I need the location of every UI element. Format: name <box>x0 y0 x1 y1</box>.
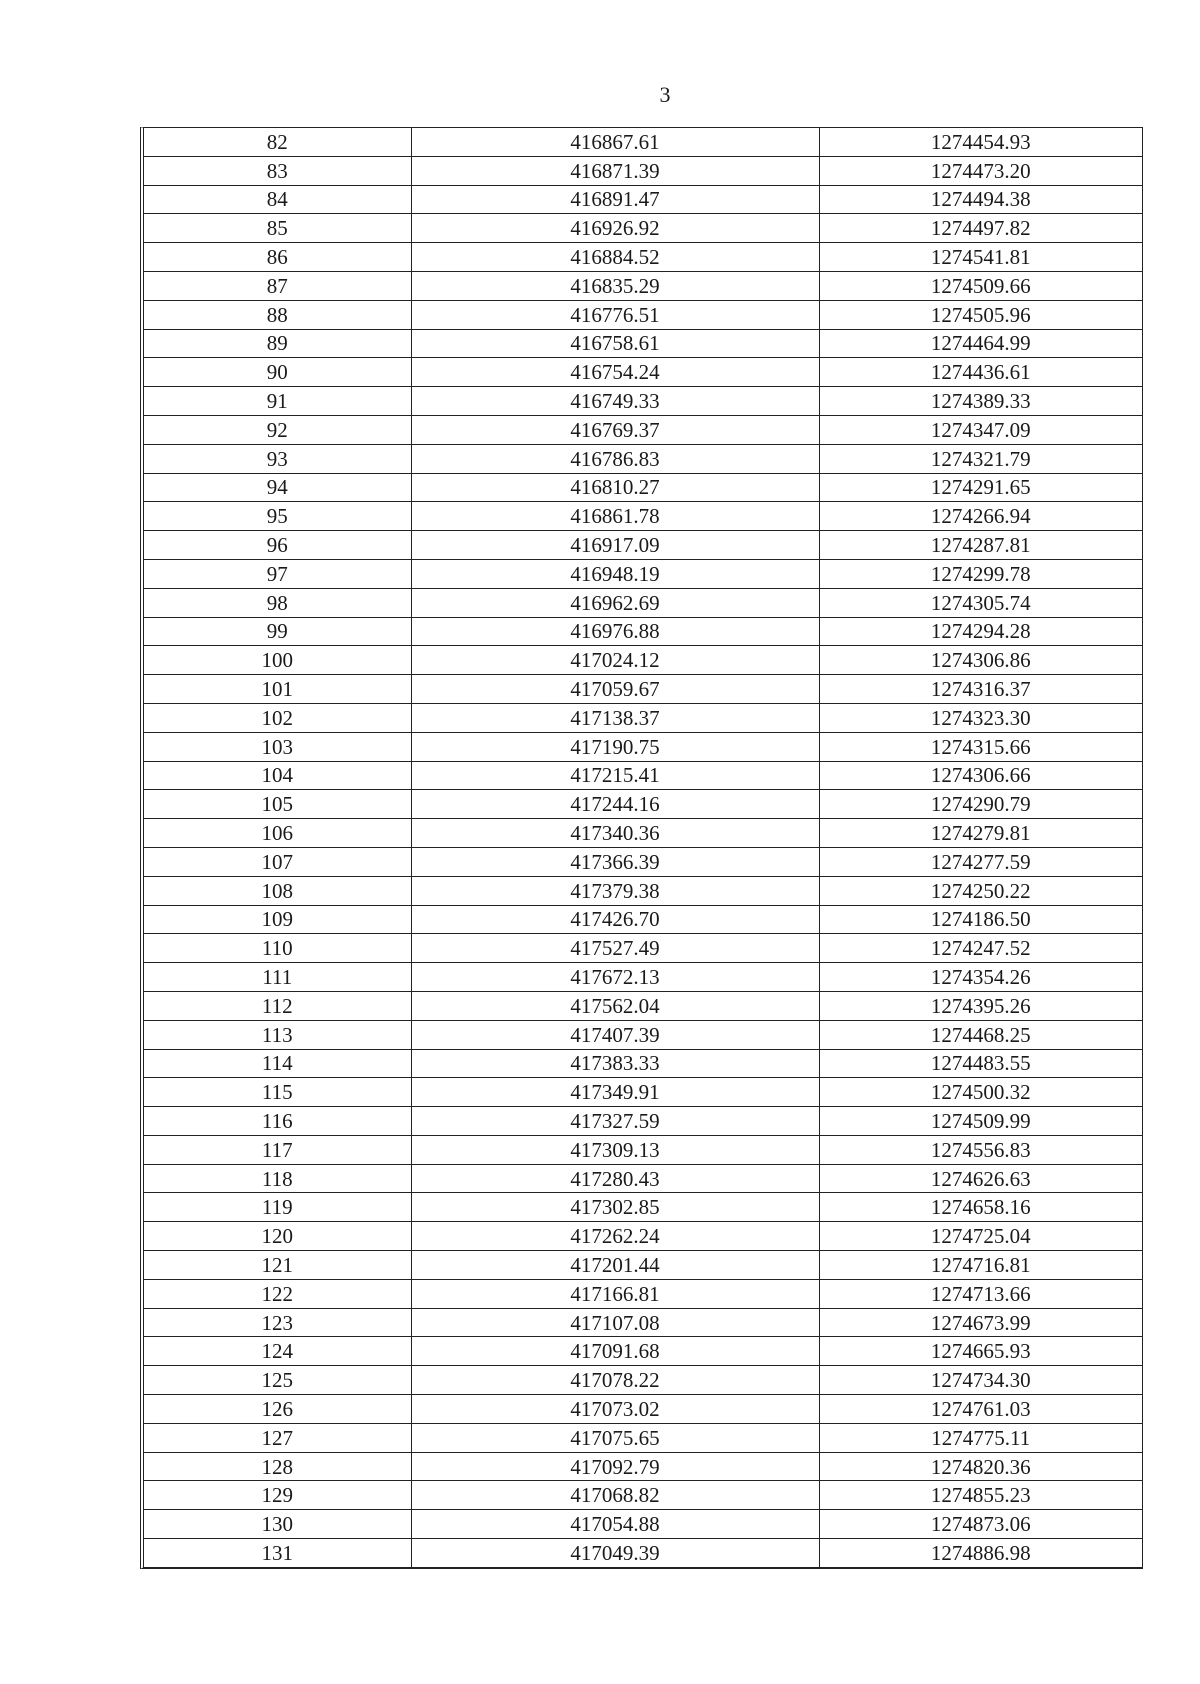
point-number-cell: 109 <box>144 905 411 934</box>
point-number-cell: 113 <box>144 1020 411 1049</box>
table-row <box>144 1452 1142 1481</box>
table-row <box>144 1251 1142 1280</box>
y-coordinate-cell: 1274294.28 <box>819 617 1142 646</box>
x-coordinate-cell: 417024.12 <box>411 646 819 675</box>
table-row <box>144 1423 1142 1452</box>
y-coordinate-cell: 1274473.20 <box>819 156 1142 185</box>
x-coordinate-cell: 416871.39 <box>411 156 819 185</box>
y-coordinate-cell: 1274505.96 <box>819 300 1142 329</box>
x-coordinate-cell: 416976.88 <box>411 617 819 646</box>
y-coordinate-cell: 1274291.65 <box>819 473 1142 502</box>
table-row <box>144 243 1142 272</box>
y-coordinate-cell: 1274247.52 <box>819 934 1142 963</box>
table-row <box>144 300 1142 329</box>
y-coordinate-cell: 1274497.82 <box>819 214 1142 243</box>
point-number-cell: 88 <box>144 300 411 329</box>
table-row <box>144 588 1142 617</box>
point-number-cell: 118 <box>144 1164 411 1193</box>
y-coordinate-cell: 1274395.26 <box>819 991 1142 1020</box>
y-coordinate-cell: 1274855.23 <box>819 1481 1142 1510</box>
point-number-cell: 105 <box>144 790 411 819</box>
x-coordinate-cell: 416891.47 <box>411 185 819 214</box>
table-row <box>144 502 1142 531</box>
table-row <box>144 703 1142 732</box>
y-coordinate-cell: 1274541.81 <box>819 243 1142 272</box>
y-coordinate-cell: 1274186.50 <box>819 905 1142 934</box>
table-row <box>144 1049 1142 1078</box>
table-row <box>144 1539 1142 1567</box>
point-number-cell: 84 <box>144 185 411 214</box>
x-coordinate-cell: 417166.81 <box>411 1279 819 1308</box>
y-coordinate-cell: 1274673.99 <box>819 1308 1142 1337</box>
point-number-cell: 108 <box>144 876 411 905</box>
table-row <box>144 1135 1142 1164</box>
x-coordinate-cell: 416758.61 <box>411 329 819 358</box>
x-coordinate-cell: 417366.39 <box>411 847 819 876</box>
table-row <box>144 617 1142 646</box>
point-number-cell: 90 <box>144 358 411 387</box>
table-row <box>144 1222 1142 1251</box>
x-coordinate-cell: 417190.75 <box>411 732 819 761</box>
table-row <box>144 675 1142 704</box>
point-number-cell: 116 <box>144 1107 411 1136</box>
y-coordinate-cell: 1274306.66 <box>819 761 1142 790</box>
point-number-cell: 93 <box>144 444 411 473</box>
x-coordinate-cell: 417091.68 <box>411 1337 819 1366</box>
table-row <box>144 329 1142 358</box>
y-coordinate-cell: 1274436.61 <box>819 358 1142 387</box>
table-row <box>144 444 1142 473</box>
table-row <box>144 1366 1142 1395</box>
x-coordinate-cell: 417262.24 <box>411 1222 819 1251</box>
table-row <box>144 1395 1142 1424</box>
y-coordinate-cell: 1274454.93 <box>819 128 1142 156</box>
x-coordinate-cell: 417073.02 <box>411 1395 819 1424</box>
table-row <box>144 934 1142 963</box>
x-coordinate-cell: 416776.51 <box>411 300 819 329</box>
y-coordinate-cell: 1274873.06 <box>819 1510 1142 1539</box>
page-number: 3 <box>659 82 671 107</box>
y-coordinate-cell: 1274556.83 <box>819 1135 1142 1164</box>
point-number-cell: 85 <box>144 214 411 243</box>
point-number-cell: 110 <box>144 934 411 963</box>
point-number-cell: 131 <box>144 1539 411 1567</box>
point-number-cell: 100 <box>144 646 411 675</box>
y-coordinate-cell: 1274315.66 <box>819 732 1142 761</box>
x-coordinate-cell: 416948.19 <box>411 559 819 588</box>
table-row <box>144 1078 1142 1107</box>
point-number-cell: 94 <box>144 473 411 502</box>
x-coordinate-cell: 416884.52 <box>411 243 819 272</box>
x-coordinate-cell: 417068.82 <box>411 1481 819 1510</box>
x-coordinate-cell: 416861.78 <box>411 502 819 531</box>
x-coordinate-cell: 417059.67 <box>411 675 819 704</box>
y-coordinate-cell: 1274316.37 <box>819 675 1142 704</box>
x-coordinate-cell: 417527.49 <box>411 934 819 963</box>
point-number-cell: 127 <box>144 1423 411 1452</box>
y-coordinate-cell: 1274886.98 <box>819 1539 1142 1567</box>
table-row <box>144 732 1142 761</box>
table-row <box>144 387 1142 416</box>
table-row <box>144 1107 1142 1136</box>
table-row <box>144 156 1142 185</box>
point-number-cell: 126 <box>144 1395 411 1424</box>
x-coordinate-cell: 417054.88 <box>411 1510 819 1539</box>
coordinate-table <box>144 128 1142 1567</box>
table-row <box>144 128 1142 156</box>
point-number-cell: 112 <box>144 991 411 1020</box>
point-number-cell: 97 <box>144 559 411 588</box>
point-number-cell: 124 <box>144 1337 411 1366</box>
table-row <box>144 991 1142 1020</box>
x-coordinate-cell: 417092.79 <box>411 1452 819 1481</box>
table-row <box>144 790 1142 819</box>
y-coordinate-cell: 1274279.81 <box>819 819 1142 848</box>
table-row <box>144 214 1142 243</box>
point-number-cell: 101 <box>144 675 411 704</box>
x-coordinate-cell: 417280.43 <box>411 1164 819 1193</box>
y-coordinate-cell: 1274321.79 <box>819 444 1142 473</box>
point-number-cell: 86 <box>144 243 411 272</box>
coordinate-table-frame <box>140 127 1143 1569</box>
y-coordinate-cell: 1274483.55 <box>819 1049 1142 1078</box>
x-coordinate-cell: 417349.91 <box>411 1078 819 1107</box>
point-number-cell: 104 <box>144 761 411 790</box>
y-coordinate-cell: 1274287.81 <box>819 531 1142 560</box>
table-row <box>144 1164 1142 1193</box>
x-coordinate-cell: 416786.83 <box>411 444 819 473</box>
x-coordinate-cell: 417107.08 <box>411 1308 819 1337</box>
x-coordinate-cell: 417201.44 <box>411 1251 819 1280</box>
table-row <box>144 473 1142 502</box>
point-number-cell: 96 <box>144 531 411 560</box>
x-coordinate-cell: 416867.61 <box>411 128 819 156</box>
x-coordinate-cell: 417426.70 <box>411 905 819 934</box>
x-coordinate-cell: 416962.69 <box>411 588 819 617</box>
y-coordinate-cell: 1274713.66 <box>819 1279 1142 1308</box>
point-number-cell: 128 <box>144 1452 411 1481</box>
y-coordinate-cell: 1274347.09 <box>819 415 1142 444</box>
point-number-cell: 102 <box>144 703 411 732</box>
table-row <box>144 819 1142 848</box>
y-coordinate-cell: 1274305.74 <box>819 588 1142 617</box>
y-coordinate-cell: 1274494.38 <box>819 185 1142 214</box>
point-number-cell: 106 <box>144 819 411 848</box>
y-coordinate-cell: 1274266.94 <box>819 502 1142 531</box>
y-coordinate-cell: 1274290.79 <box>819 790 1142 819</box>
table-row <box>144 905 1142 934</box>
y-coordinate-cell: 1274725.04 <box>819 1222 1142 1251</box>
point-number-cell: 119 <box>144 1193 411 1222</box>
point-number-cell: 107 <box>144 847 411 876</box>
x-coordinate-cell: 417309.13 <box>411 1135 819 1164</box>
point-number-cell: 111 <box>144 963 411 992</box>
point-number-cell: 122 <box>144 1279 411 1308</box>
point-number-cell: 123 <box>144 1308 411 1337</box>
y-coordinate-cell: 1274820.36 <box>819 1452 1142 1481</box>
x-coordinate-cell: 417407.39 <box>411 1020 819 1049</box>
x-coordinate-cell: 417672.13 <box>411 963 819 992</box>
table-row <box>144 1481 1142 1510</box>
y-coordinate-cell: 1274775.11 <box>819 1423 1142 1452</box>
y-coordinate-cell: 1274509.66 <box>819 271 1142 300</box>
x-coordinate-cell: 417379.38 <box>411 876 819 905</box>
point-number-cell: 83 <box>144 156 411 185</box>
table-row <box>144 876 1142 905</box>
y-coordinate-cell: 1274250.22 <box>819 876 1142 905</box>
y-coordinate-cell: 1274665.93 <box>819 1337 1142 1366</box>
table-row <box>144 847 1142 876</box>
y-coordinate-cell: 1274658.16 <box>819 1193 1142 1222</box>
y-coordinate-cell: 1274716.81 <box>819 1251 1142 1280</box>
table-row <box>144 1337 1142 1366</box>
point-number-cell: 120 <box>144 1222 411 1251</box>
y-coordinate-cell: 1274299.78 <box>819 559 1142 588</box>
point-number-cell: 99 <box>144 617 411 646</box>
x-coordinate-cell: 417138.37 <box>411 703 819 732</box>
table-row <box>144 1510 1142 1539</box>
x-coordinate-cell: 416835.29 <box>411 271 819 300</box>
coordinate-table-body <box>144 128 1142 1567</box>
x-coordinate-cell: 416769.37 <box>411 415 819 444</box>
x-coordinate-cell: 417327.59 <box>411 1107 819 1136</box>
y-coordinate-cell: 1274734.30 <box>819 1366 1142 1395</box>
table-row <box>144 1193 1142 1222</box>
table-row <box>144 559 1142 588</box>
point-number-cell: 82 <box>144 128 411 156</box>
table-row <box>144 415 1142 444</box>
point-number-cell: 89 <box>144 329 411 358</box>
x-coordinate-cell: 416749.33 <box>411 387 819 416</box>
table-row <box>144 1308 1142 1337</box>
point-number-cell: 130 <box>144 1510 411 1539</box>
table-row <box>144 1020 1142 1049</box>
point-number-cell: 87 <box>144 271 411 300</box>
x-coordinate-cell: 417383.33 <box>411 1049 819 1078</box>
table-row <box>144 358 1142 387</box>
y-coordinate-cell: 1274389.33 <box>819 387 1142 416</box>
y-coordinate-cell: 1274500.32 <box>819 1078 1142 1107</box>
point-number-cell: 115 <box>144 1078 411 1107</box>
point-number-cell: 91 <box>144 387 411 416</box>
x-coordinate-cell: 417049.39 <box>411 1539 819 1567</box>
x-coordinate-cell: 417078.22 <box>411 1366 819 1395</box>
point-number-cell: 103 <box>144 732 411 761</box>
table-row <box>144 761 1142 790</box>
y-coordinate-cell: 1274468.25 <box>819 1020 1142 1049</box>
x-coordinate-cell: 417244.16 <box>411 790 819 819</box>
table-row <box>144 271 1142 300</box>
y-coordinate-cell: 1274277.59 <box>819 847 1142 876</box>
y-coordinate-cell: 1274323.30 <box>819 703 1142 732</box>
table-row <box>144 185 1142 214</box>
point-number-cell: 125 <box>144 1366 411 1395</box>
point-number-cell: 95 <box>144 502 411 531</box>
y-coordinate-cell: 1274464.99 <box>819 329 1142 358</box>
y-coordinate-cell: 1274626.63 <box>819 1164 1142 1193</box>
table-row <box>144 531 1142 560</box>
point-number-cell: 129 <box>144 1481 411 1510</box>
y-coordinate-cell: 1274509.99 <box>819 1107 1142 1136</box>
point-number-cell: 98 <box>144 588 411 617</box>
y-coordinate-cell: 1274306.86 <box>819 646 1142 675</box>
y-coordinate-cell: 1274354.26 <box>819 963 1142 992</box>
x-coordinate-cell: 417215.41 <box>411 761 819 790</box>
x-coordinate-cell: 416754.24 <box>411 358 819 387</box>
x-coordinate-cell: 416810.27 <box>411 473 819 502</box>
x-coordinate-cell: 417562.04 <box>411 991 819 1020</box>
table-row <box>144 1279 1142 1308</box>
point-number-cell: 117 <box>144 1135 411 1164</box>
table-row <box>144 963 1142 992</box>
point-number-cell: 92 <box>144 415 411 444</box>
x-coordinate-cell: 417075.65 <box>411 1423 819 1452</box>
y-coordinate-cell: 1274761.03 <box>819 1395 1142 1424</box>
table-row <box>144 646 1142 675</box>
x-coordinate-cell: 417340.36 <box>411 819 819 848</box>
x-coordinate-cell: 416917.09 <box>411 531 819 560</box>
point-number-cell: 114 <box>144 1049 411 1078</box>
point-number-cell: 121 <box>144 1251 411 1280</box>
x-coordinate-cell: 417302.85 <box>411 1193 819 1222</box>
x-coordinate-cell: 416926.92 <box>411 214 819 243</box>
